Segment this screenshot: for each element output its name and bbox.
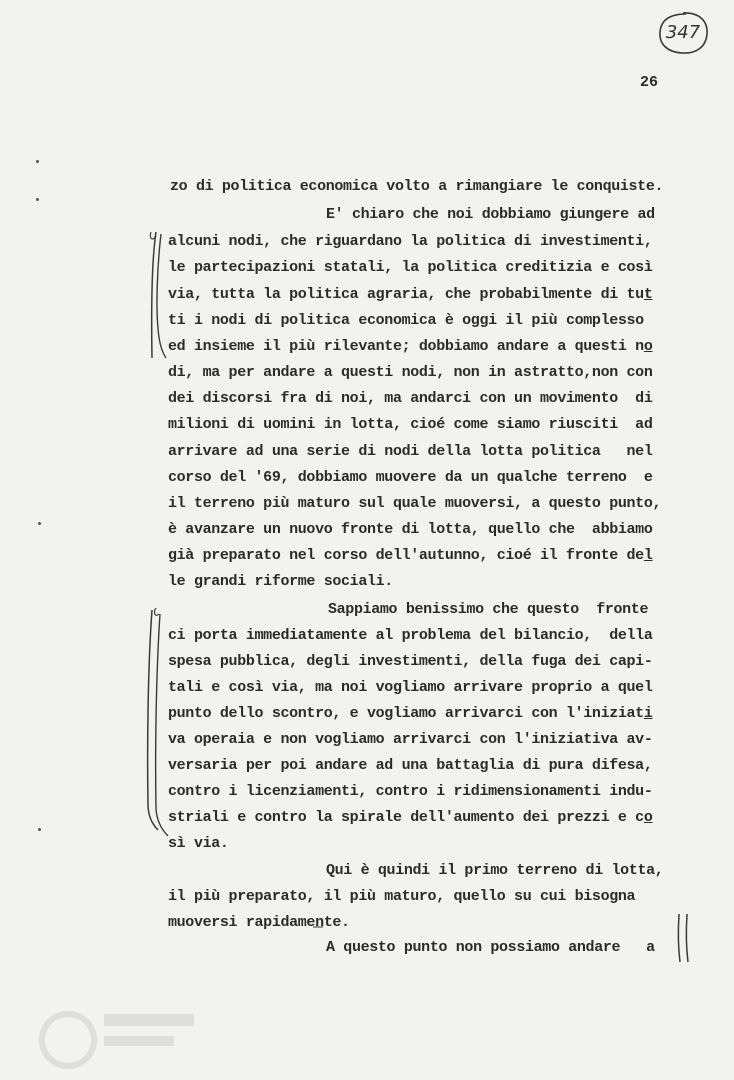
- text-line: sì via.: [168, 835, 229, 852]
- text-line: ti i nodi di politica economica è oggi il più complesso: [168, 312, 644, 329]
- page-number: 26: [640, 74, 659, 91]
- text-line: striali e contro la spirale dell'aumento dei prezzi e co: [168, 809, 653, 826]
- margin-dot: [38, 828, 41, 831]
- margin-bracket-1: [140, 228, 170, 363]
- text-line: contro i licenziamenti, contro i ridimensionamenti indu-: [168, 783, 653, 800]
- text-line: punto dello scontro, e vogliamo arrivarci con l'iniziati: [168, 705, 653, 722]
- text-line: spesa pubblica, degli investimenti, della fuga dei capi-: [168, 653, 653, 670]
- text-line: corso del '69, dobbiamo muovere da un qualche terreno e: [168, 469, 653, 486]
- margin-double-line: [674, 912, 694, 964]
- text-line: zo di politica economica volto a rimangiare le conquiste.: [170, 178, 664, 195]
- text-line: ci porta immediatamente al problema del bilancio, della: [168, 627, 653, 644]
- text-line: il più preparato, il più maturo, quello su cui bisogna: [168, 888, 636, 905]
- text-line: A questo punto non possiamo andare a: [326, 939, 655, 956]
- text-line: Sappiamo benissimo che questo fronte: [328, 601, 649, 618]
- text-line: già preparato nel corso dell'autunno, cioé il fronte del: [168, 547, 653, 564]
- text-line: è avanzare un nuovo fronte di lotta, quello che abbiamo: [168, 521, 653, 538]
- archive-number-stamp: [656, 10, 710, 56]
- text-line: le grandi riforme sociali.: [168, 573, 393, 590]
- text-line: Qui è quindi il primo terreno di lotta,: [326, 862, 664, 879]
- text-line: il terreno più maturo sul quale muoversi, a questo punto,: [168, 495, 662, 512]
- margin-dot: [36, 198, 39, 201]
- text-line: di, ma per andare a questi nodi, non in astratto,non con: [168, 364, 653, 381]
- margin-bracket-2: [138, 604, 172, 840]
- text-line: le partecipazioni statali, la politica creditizia e così: [168, 259, 653, 276]
- text-line: va operaia e non vogliamo arrivarci con l'iniziativa av-: [168, 731, 653, 748]
- text-line: alcuni nodi, che riguardano la politica di investimenti,: [168, 233, 653, 250]
- text-line: arrivare ad una serie di nodi della lotta politica nel: [168, 443, 653, 460]
- text-line: muoversi rapidamente.: [168, 914, 350, 931]
- text-line: via, tutta la politica agraria, che probabilmente di tut: [168, 286, 653, 303]
- text-line: milioni di uomini in lotta, cioé come siamo riusciti ad: [168, 416, 653, 433]
- margin-dot: [38, 522, 41, 525]
- archive-watermark: [8, 1000, 208, 1070]
- text-line: ed insieme il più rilevante; dobbiamo andare a questi no: [168, 338, 653, 355]
- text-line: E' chiaro che noi dobbiamo giungere ad: [326, 206, 655, 223]
- margin-dot: [36, 160, 39, 163]
- text-line: versaria per poi andare ad una battaglia di pura difesa,: [168, 757, 653, 774]
- text-line: tali e così via, ma noi vogliamo arrivare proprio a quel: [168, 679, 653, 696]
- text-line: dei discorsi fra di noi, ma andarci con un movimento di: [168, 390, 653, 407]
- archive-number: 347: [665, 22, 701, 43]
